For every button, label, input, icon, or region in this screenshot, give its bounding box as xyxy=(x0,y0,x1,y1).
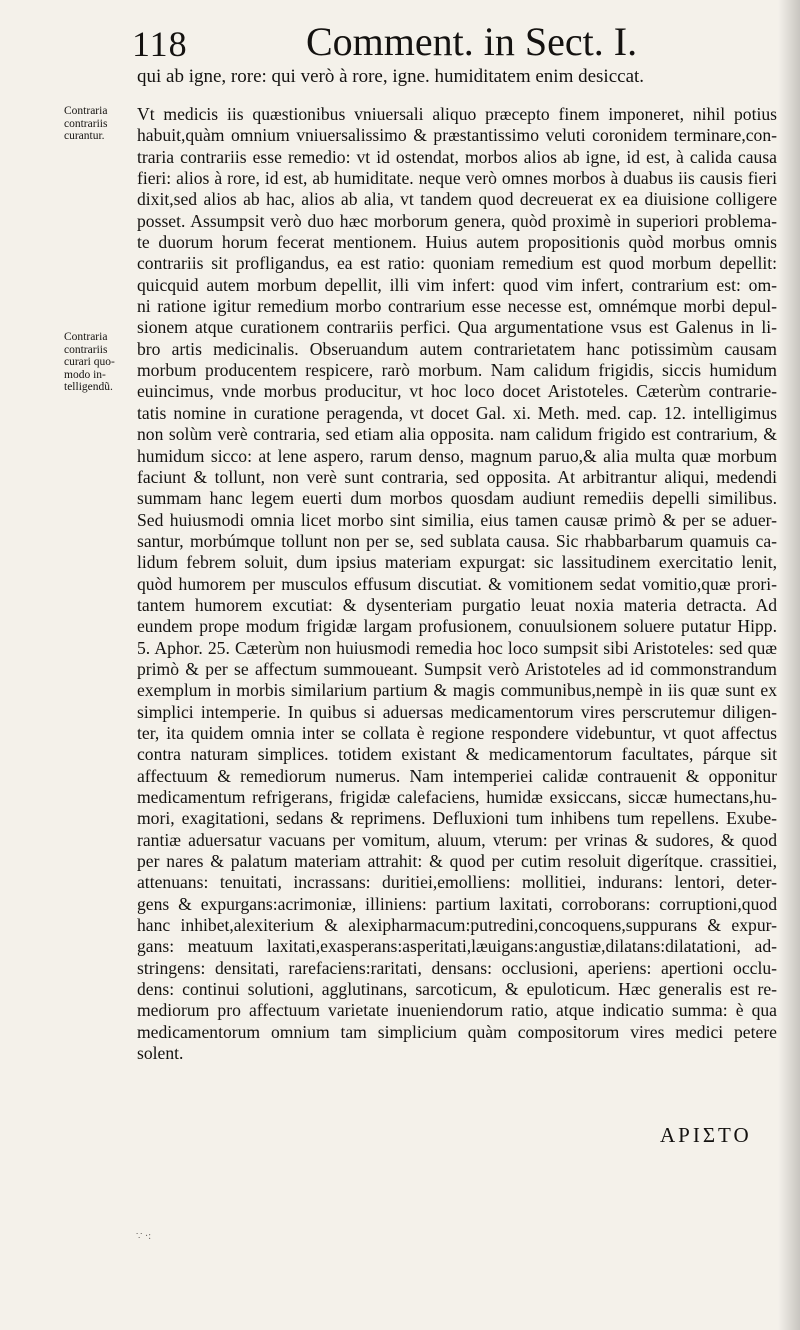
text-line: contra naturam simplices. totidem existant & medicamentorum facultates, párque sit xyxy=(137,744,777,765)
text-line: euincimus, vnde morbus producitur, vt hoc loco docet Aristoteles. Cæterùm contrarie- xyxy=(137,381,777,402)
text-line: quòd humorem per musculos effusum discutiat. & vomitionem sedat vomitio,quæ prori- xyxy=(137,573,777,594)
text-line: tatis nomine in curatione peragenda, vt docet Gal. xi. Meth. med. cap. 12. intelligimus xyxy=(137,402,777,423)
text-line: dixit,sed alios ab hac, alios ab alia, vt tandem quod decreuerat ex ea diuisione colligere xyxy=(137,189,777,210)
text-line: posset. Assumpsit verò duo hæc morborum genera, quòd proximè in superiori problema- xyxy=(137,210,777,231)
catchword: ΑΡΙΣΤΟ xyxy=(660,1123,752,1147)
page-header xyxy=(130,20,790,66)
text-line: humidum sicco: at lene aspero, rarum denso, magnum paruo,& alia multa quæ morbum xyxy=(137,445,777,466)
text-line: ni ratione igitur remedium morbo contrarium esse necesse est, omnémque morbi depul- xyxy=(137,296,777,317)
margin-note-line: curari quo- xyxy=(64,356,115,368)
text-line: attenuans: tenuitati, incrassans: duritiei,emolliens: mollitiei, indurans: lentori, deter- xyxy=(137,872,777,893)
text-line: non solùm verè contraria, sed etiam alia opposita. nam calidum frigido est contrarium, & xyxy=(137,424,777,445)
text-line: solent. xyxy=(137,1043,184,1064)
text-line: sionem atque curationem contrariis perfici. Qua argumentatione vsus est Galenus in li- xyxy=(137,317,777,338)
text-line: affectuum & remediorum numerus. Nam intemperiei calidæ contrauenit & opponitur xyxy=(137,765,777,786)
text-line: dens: continui solutioni, agglutinans, sarcoticum, & epuloticum. Hæc generalis est re- xyxy=(137,979,777,1000)
text-line: Vt medicis iis quæstionibus vniuersali aliquo præcepto finem imponeret, nihil potius xyxy=(137,104,777,124)
text-line: fieri: alios à rore, id est, ab humiditate. neque verò omnes morbos à duabus iis causis fieri xyxy=(137,168,777,189)
text-line: hanc inhibet,alexiterium & alexipharmacum:putredini,concoquens,suppurans & expur- xyxy=(137,915,777,936)
text-line: bro artis medicinalis. Obseruandum autem contrarietatem hanc potissimùm causam xyxy=(137,338,777,359)
text-line: primò & per se affectum summoueant. Sumpsit verò Aristoteles ad id commonstrandum xyxy=(137,658,777,679)
text-line: quicquid autem morbum depellit, illi vim infert: quod vim infert, contrarium est: om- xyxy=(137,274,777,295)
text-line: santur, morbúmque tollunt non per se, sed sublata causa. Sic rhabbarbarum quamuis ca- xyxy=(137,530,777,551)
text-line: exemplum in morbis similarium partium & magis communibus,nempè in iis quæ sunt ex xyxy=(137,680,777,701)
margin-note-line: modo in- xyxy=(64,368,106,381)
text-line: faciunt & tollunt, non verè sunt contraria, sed opposita. At arbitrantur aliqui, medendi xyxy=(137,466,777,487)
text-line: mediorum pro affectuum varietate inueniendorum ratio, atque indicatio summa: è qua xyxy=(137,1000,777,1021)
text-line: ter, ita quidem omnia inter se collata è regione respondere videbuntur, vt quot affectus xyxy=(137,722,777,743)
margin-note-line: telligendũ. xyxy=(64,381,113,393)
text-line: summam hanc legem euerti dum morbos quosdam audiunt remediis depelli similibus. xyxy=(137,488,777,509)
margin-note-line: Contraria xyxy=(64,331,108,343)
text-line: mori, exagitationi, sedans & reprimens. Defluxioni tum inhibens tum repellens. Exube- xyxy=(137,808,777,829)
text-line: traria contrariis esse remedio: vt id ostendat, morbos alios ab igne, id est, à calida causa xyxy=(137,146,777,167)
text-line: habuit,quàm omnium vniuersalissimo & præstantissimo veluti coronidem terminare,con- xyxy=(137,125,777,146)
margin-note-line: contrariis xyxy=(64,343,108,356)
text-line: lidum febrem soluit, dum ipsius materiam expurgat: sic lassitudinem exercitatio lenit, xyxy=(137,552,777,573)
margin-note-contraria-intelligendum xyxy=(64,331,136,394)
text-line: morbum producentem respicere, rarò morbum. Nam calidum frigidis, siccis humidum xyxy=(137,360,777,381)
commentary-paragraph xyxy=(137,104,777,1064)
text-line: 5. Aphor. 25. Cæterùm non huiusmodi remedia hoc loco sumpsit sibi Aristoteles: sed quæ xyxy=(137,637,777,658)
text-line: medicamentorum omnium tam simplicium quàm compositorum vires medici petere xyxy=(137,1021,777,1042)
text-line: te duorum horum fecerat mentionem. Huius autem propositionis quòd morbus omnis xyxy=(137,232,777,253)
text-line: stringens: densitati, rarefaciens:raritati, densans: occlusioni, aperiens: apertioni occlu- xyxy=(137,957,777,978)
text-line: contrariis sit profligandus, ea est ratio: quoniam remedium est quod morbum depellit: xyxy=(137,253,777,274)
margin-note-line: contrariis xyxy=(64,117,108,130)
text-line: gens & expurgans:acrimoniæ, illiniens: partium laxitati, corroborans: corruptioni,quod xyxy=(137,893,777,914)
margin-note-line: curantur. xyxy=(64,130,105,142)
text-line: per nares & palatum materiam attrahit: & quod per cutim resoluit digerítque. crassitiei, xyxy=(137,851,777,872)
text-line: medicamentum refrigerans, frigidæ calefaciens, humidæ exsiccans, siccæ humectans,hu- xyxy=(137,787,777,807)
text-line: Sed huiusmodi omnia licet morbo sint similia, eius tamen causæ primò & per se aduer- xyxy=(137,509,777,530)
text-line: simplici intemperie. In quibus si aduersas medicamentorum vires perscrutemur diligen- xyxy=(137,701,777,722)
text-line: rantiæ aduersatur vacuans per vomitum, aluum, vterum: per vrinas & sudores, & quod xyxy=(137,829,777,850)
text-line: tantem humorem excutiat: & dysenteriam purgatio leuat noxia materia detracta. Ad xyxy=(137,594,777,615)
running-head: Comment. in Sect. I. xyxy=(306,19,638,64)
page-number: 118 xyxy=(132,24,188,64)
margin-note-contraria-curantur xyxy=(64,105,136,143)
text-line: gans: meatuum laxitati,exasperans:asperitati,læuigans:angustiæ,dilatans:dilatationi, ad- xyxy=(137,936,777,957)
margin-note-line: Contraria xyxy=(64,105,108,117)
carry-over-line: qui ab igne, rore: qui verò à rore, igne. humiditatem enim desiccat. xyxy=(137,66,645,87)
text-line: eundem prope modum frigidæ largam profusionem, conuulsionem soluere putatur Hipp. xyxy=(137,616,777,637)
ink-smudge: ∵ ·: xyxy=(136,1231,151,1242)
